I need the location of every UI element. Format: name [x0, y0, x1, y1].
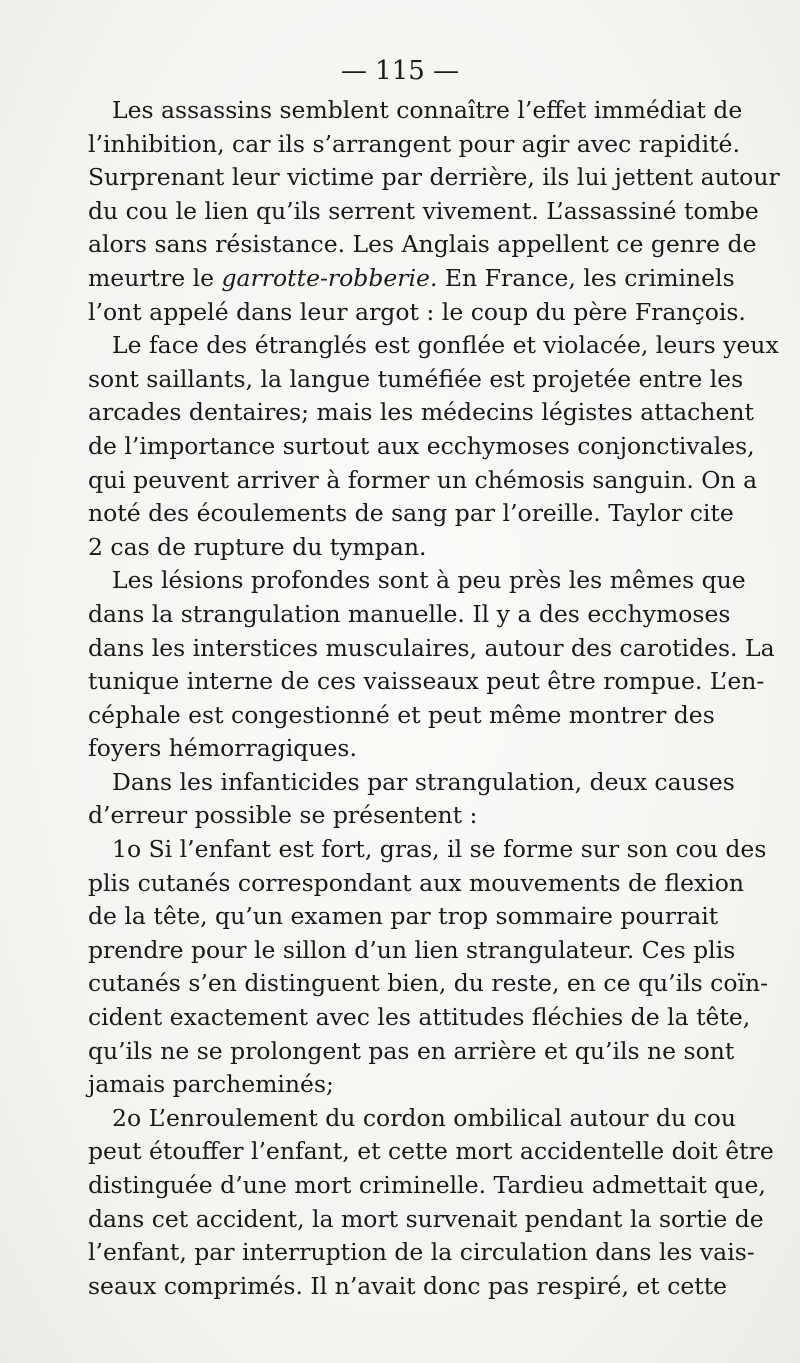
text-line: Dans les infanticides par strangulation, deux causes	[112, 767, 735, 796]
text-line: céphale est congestionné et peut même montrer des	[88, 700, 715, 729]
text-line: 2 cas de rupture du tympan.	[88, 532, 427, 561]
text-line: l’inhibition, car ils s’arrangent pour agir avec rapidité.	[88, 129, 740, 158]
text-line: 1o Si l’enfant est fort, gras, il se forme sur son cou des	[112, 835, 767, 864]
text-line: Les assassins semblent connaître l’effet immédiat de	[112, 96, 743, 124]
text-line	[88, 262, 735, 296]
text-line: distinguée d’une mort criminelle. Tardieu admettait que,	[88, 1171, 766, 1199]
text-line: cutanés s’en distinguent bien, du reste, en ce qu’ils coïn-	[88, 969, 769, 998]
text-line: de l’importance surtout aux ecchymoses conjonctivales,	[88, 431, 755, 460]
text-line: cident exactement avec les attitudes fléchies de la tête,	[88, 1003, 751, 1032]
text-line: Le face des étranglés est gonflée et violacée, leurs yeux	[112, 331, 779, 360]
text-line: sont saillants, la langue tuméfiée est projetée entre les	[88, 364, 744, 393]
text-line: noté des écoulements de sang par l’oreille. Taylor cite	[88, 499, 734, 528]
text-line: peut étouffer l’enfant, et cette mort accidentelle doit être	[88, 1137, 774, 1166]
text-line: arcades dentaires; mais les médecins légistes attachent	[88, 398, 754, 427]
page-number: — 115 —	[340, 56, 460, 86]
text-line: jamais parcheminés;	[88, 1070, 334, 1099]
text-line: du cou le lien qu’ils serrent vivement. L’assassiné tombe	[88, 196, 759, 225]
text-line: l’ont appelé dans leur argot : le coup du père François.	[88, 297, 746, 326]
text-line: alors sans résistance. Les Anglais appellent ce genre de	[88, 230, 757, 259]
text-line: dans les interstices musculaires, autour des carotides. La	[88, 633, 775, 662]
text-run: En France, les criminels	[437, 263, 735, 292]
text-line: seaux comprimés. Il n’avait donc pas respiré, et cette	[88, 1271, 728, 1300]
text-line: qui peuvent arriver à former un chémosis sanguin. On a	[88, 465, 758, 494]
text-line: prendre pour le sillon d’un lien strangulateur. Ces plis	[88, 935, 736, 964]
text-line: d’erreur possible se présentent :	[88, 801, 478, 830]
text-line: dans cet accident, la mort survenait pendant la sortie de	[88, 1204, 764, 1233]
text-line: dans la strangulation manuelle. Il y a des ecchymoses	[88, 599, 731, 628]
body-text	[88, 94, 780, 1303]
text-line: plis cutanés correspondant aux mouvements de flexion	[88, 868, 745, 897]
text-line: de la tête, qu’un examen par trop sommaire pourrait	[88, 902, 719, 931]
text-line: tunique interne de ces vaisseaux peut être rompue. L’en-	[88, 667, 765, 696]
text-line: qu’ils ne se prolongent pas en arrière et qu’ils ne sont	[88, 1036, 735, 1065]
text-line: l’enfant, par interruption de la circulation dans les vais-	[88, 1238, 755, 1267]
text-run: meurtre le	[88, 263, 222, 292]
text-line: foyers hémorragiques.	[88, 734, 357, 763]
text-line: 2o L’enroulement du cordon ombilical autour du cou	[112, 1103, 737, 1132]
text-line: Les lésions profondes sont à peu près les mêmes que	[112, 566, 746, 595]
text-line: Surprenant leur victime par derrière, ils lui jettent autour	[88, 163, 780, 192]
italic-term: garrotte-robberie.	[221, 263, 438, 292]
